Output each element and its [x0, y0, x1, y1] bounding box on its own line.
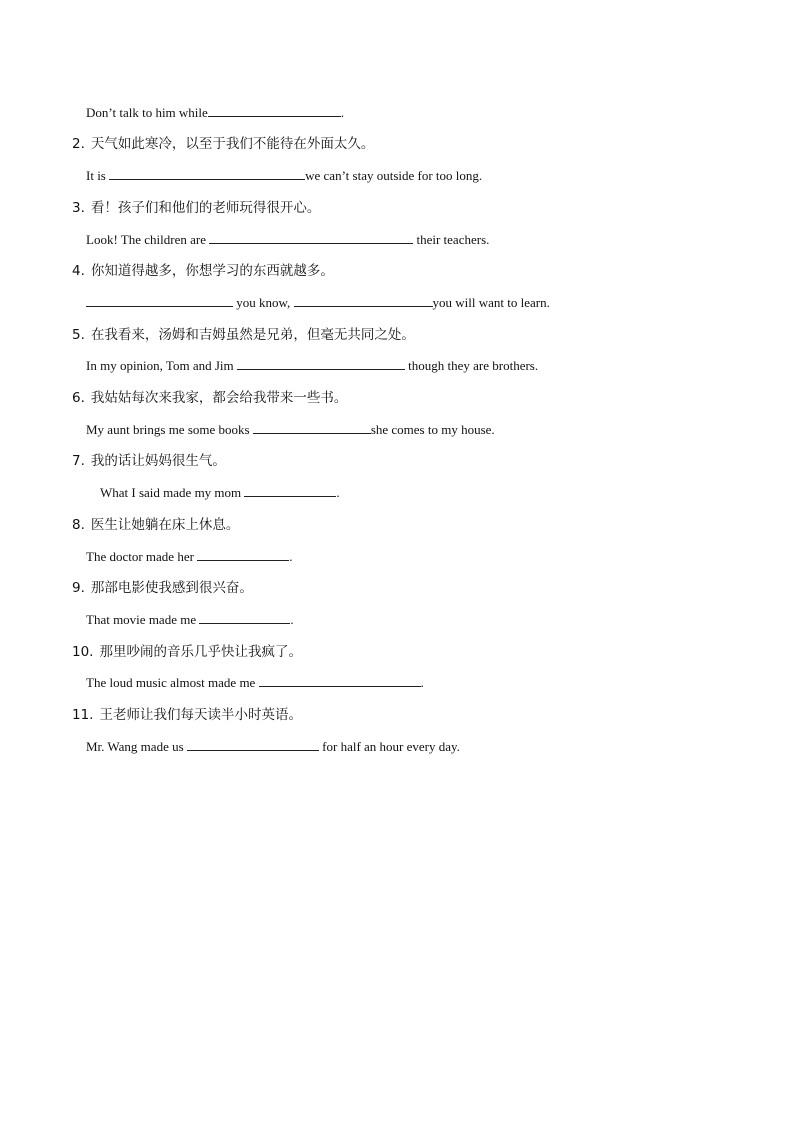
item8-answer-blank[interactable] [197, 548, 289, 561]
item4-english-line [86, 294, 550, 312]
item10-english-line [86, 674, 424, 692]
item10-prompt: The loud music almost made me [86, 675, 256, 690]
item3-chinese-sentence: 看！孩子们和他们的老师玩得很开心。 [90, 200, 321, 216]
item3-prompt: Look! The children are [86, 232, 206, 247]
item10-number: 10. [72, 644, 94, 660]
item6-english-line [86, 421, 495, 439]
item1-english-line [86, 104, 344, 122]
item10-chinese-sentence: 那里吵闹的音乐几乎快让我疯了。 [99, 644, 302, 660]
item9-number: 9. [72, 580, 85, 596]
item11-english-line [86, 738, 460, 756]
item2-english-line [86, 167, 482, 185]
item7-english-line [100, 484, 340, 502]
item9-chinese-line [72, 579, 253, 597]
item2-prompt: It is [86, 168, 106, 183]
item11-chinese-sentence: 王老师让我们每天读半小时英语。 [99, 707, 302, 723]
item8-chinese-line [72, 516, 239, 534]
item5-chinese-sentence: 在我看来，汤姆和吉姆虽然是兄弟，但毫无共同之处。 [90, 327, 415, 343]
item9-english-line [86, 611, 294, 629]
item2-number: 2. [72, 136, 85, 152]
item11-prompt: Mr. Wang made us [86, 739, 184, 754]
item7-number: 7. [72, 453, 85, 469]
item10-chinese-line [72, 643, 302, 661]
item5-ending: though they are brothers. [408, 358, 539, 373]
item6-number: 6. [72, 390, 85, 406]
item8-english-line [86, 548, 292, 566]
item9-prompt: That movie made me [86, 612, 197, 627]
item5-chinese-line [72, 326, 415, 344]
item4-answer-blank-2[interactable] [294, 294, 433, 307]
item9-answer-blank[interactable] [199, 611, 290, 624]
item11-number: 11. [72, 707, 94, 723]
item3-english-line [86, 231, 489, 249]
item3-ending: their teachers. [416, 232, 490, 247]
item2-chinese-line [72, 135, 374, 153]
item6-answer-blank[interactable] [253, 421, 371, 434]
item7-chinese-line [72, 452, 226, 470]
item5-prompt: In my opinion, Tom and Jim [86, 358, 234, 373]
item8-prompt: The doctor made her [86, 549, 194, 564]
item3-chinese-line [72, 199, 320, 217]
item7-prompt: What I said made my mom [100, 485, 242, 500]
item5-english-line [86, 357, 538, 375]
item3-answer-blank[interactable] [209, 231, 413, 244]
item11-answer-blank[interactable] [187, 738, 319, 751]
item1-prompt: Don’t talk to him while [86, 105, 208, 120]
item10-ending: . [420, 675, 424, 690]
item6-ending: she comes to my house. [370, 422, 495, 437]
item6-prompt: My aunt brings me some books [86, 422, 250, 437]
item5-number: 5. [72, 327, 85, 343]
item9-chinese-sentence: 那部电影使我感到很兴奋。 [90, 580, 253, 596]
item11-chinese-line [72, 706, 302, 724]
item9-ending: . [290, 612, 294, 627]
item8-ending: . [289, 549, 293, 564]
item6-chinese-line [72, 389, 347, 407]
item4-answer-blank-1[interactable] [86, 294, 233, 307]
item1-ending: . [340, 105, 345, 120]
item10-answer-blank[interactable] [259, 674, 421, 687]
item2-chinese-sentence: 天气如此寒冷，以至于我们不能待在外面太久。 [90, 136, 375, 152]
item7-answer-blank[interactable] [244, 484, 336, 497]
item11-ending: for half an hour every day. [322, 739, 460, 754]
item2-answer-blank[interactable] [109, 167, 305, 180]
item8-chinese-sentence: 医生让她躺在床上休息。 [90, 517, 240, 533]
item4-chinese-line [72, 262, 334, 280]
item4-number: 4. [72, 263, 85, 279]
item7-chinese-sentence: 我的话让妈妈很生气。 [90, 453, 226, 469]
item3-number: 3. [72, 200, 85, 216]
item6-chinese-sentence: 我姑姑每次来我家，都会给我带来一些书。 [90, 390, 348, 406]
item1-answer-blank[interactable] [208, 104, 341, 117]
item8-number: 8. [72, 517, 85, 533]
item4-ending: you will want to learn. [432, 295, 550, 310]
item7-ending: . [336, 485, 340, 500]
item2-ending: we can’t stay outside for too long. [305, 168, 483, 183]
item5-answer-blank[interactable] [237, 357, 405, 370]
item4-chinese-sentence: 你知道得越多，你想学习的东西就越多。 [90, 263, 334, 279]
item4-middle: you know, [236, 295, 291, 310]
